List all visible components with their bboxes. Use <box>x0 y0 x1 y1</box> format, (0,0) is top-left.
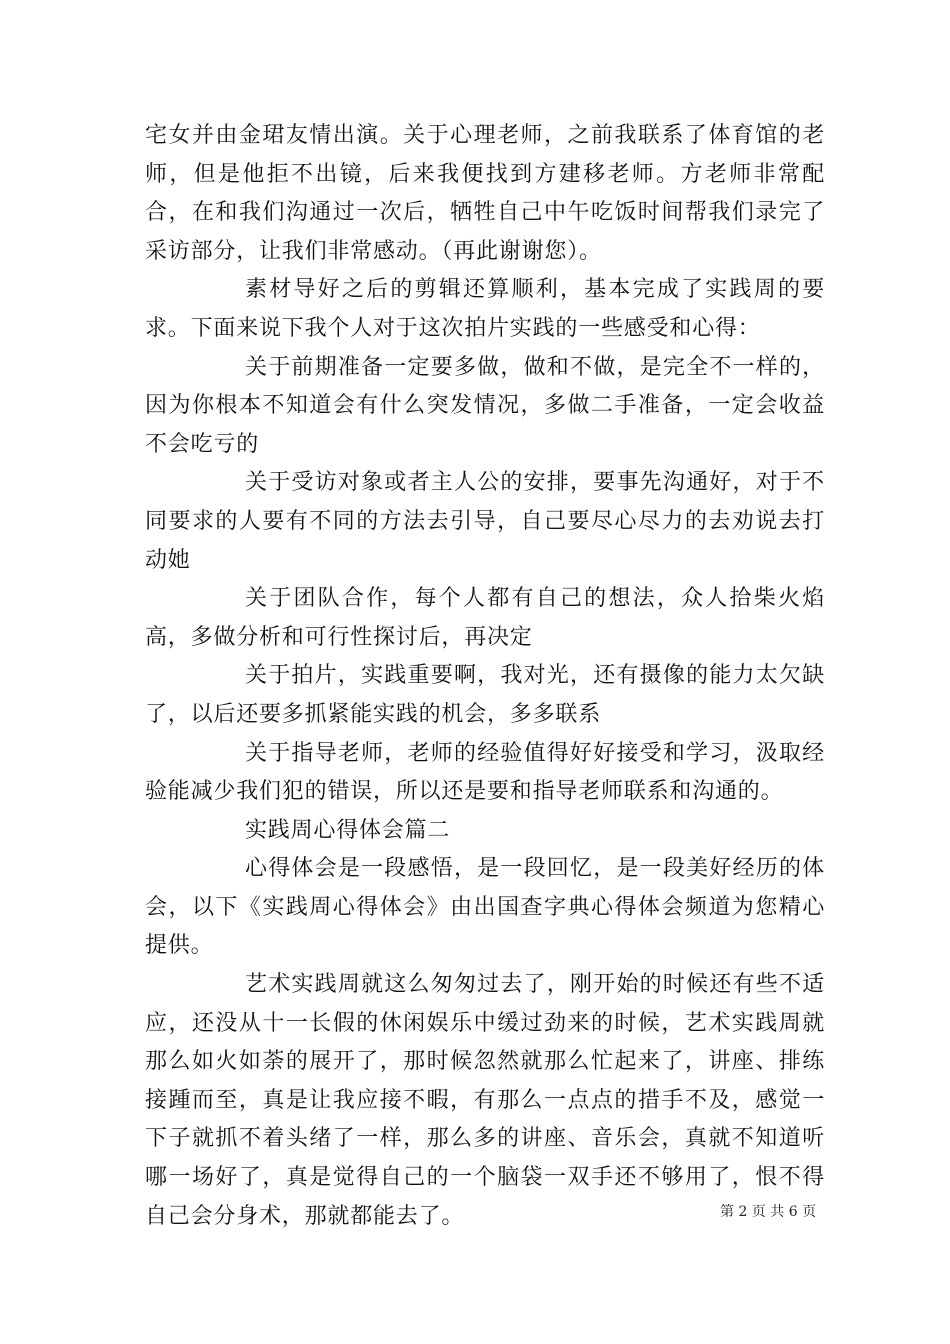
paragraph: 素材导好之后的剪辑还算顺利，基本完成了实践周的要求。下面来说下我个人对于这次拍片实践的一些感受和心得： <box>145 277 825 341</box>
paragraph: 关于受访对象或者主人公的安排，要事先沟通好，对于不同要求的人要有不同的方法去引导，自己要尽心尽力的去劝说去打动她 <box>145 470 825 573</box>
paragraph: 关于拍片，实践重要啊，我对光，还有摄像的能力太欠缺了，以后还要多抓紧能实践的机会，多多联系 <box>145 663 825 727</box>
paragraph: 关于指导老师，老师的经验值得好好接受和学习，汲取经验能减少我们犯的错误，所以还是要和指导老师联系和沟通的。 <box>145 740 825 805</box>
paragraph: 艺术实践周就这么匆匆过去了，刚开始的时候还有些不适应，还没从十一长假的休闲娱乐中缓过劲来的时候，艺术实践周就那么如火如荼的展开了，那时候忽然就那么忙起来了，讲座、排练接踵而至，真是让我应接不暇，有那么一点点的措手不及，感觉一下子就抓不着头绪了一样，那么多的讲座、音乐会，真就不知道听哪一场好了，真是觉得自己的一个脑袋一双手还不够用了，恨不得自己会分身术，那就都能去了。 <box>145 972 825 1229</box>
paragraph: 关于前期准备一定要多做，做和不做，是完全不一样的，因为你根本不知道会有什么突发情况，多做二手准备，一定会收益不会吃亏的 <box>145 354 825 457</box>
page-number-footer: 第 2 页 共 6 页 <box>720 1204 817 1220</box>
section-heading: 实践周心得体会篇二 <box>245 817 451 843</box>
paragraph: 心得体会是一段感悟，是一段回忆，是一段美好经历的体会，以下《实践周心得体会》由出国查字典心得体会频道为您精心提供。 <box>145 856 825 959</box>
document-body <box>145 117 825 1236</box>
paragraph: 关于团队合作，每个人都有自己的想法，众人拾柴火焰高，多做分析和可行性探讨后，再决定 <box>145 586 825 650</box>
paragraph: 宅女并由金珺友情出演。关于心理老师，之前我联系了体育馆的老师，但是他拒不出镜，后来我便找到方建移老师。方老师非常配合，在和我们沟通过一次后，牺牲自己中午吃饭时间帮我们录完了采访部分，让我们非常感动。（再此谢谢您）。 <box>145 123 825 264</box>
